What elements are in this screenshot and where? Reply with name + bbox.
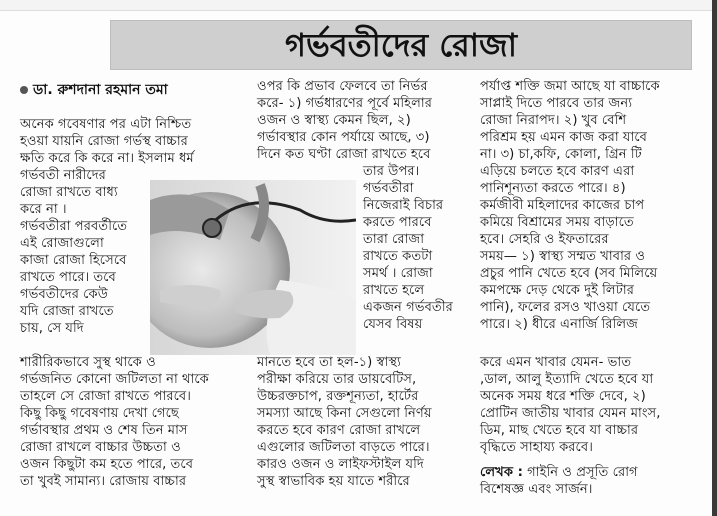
col1-line: শারীরিকভাবে সুস্থ থাকে ও [20, 355, 156, 370]
col1-line: চায়, সে যদি [20, 321, 84, 336]
col2-narrow-line: তার উপর। [363, 164, 420, 179]
col1-line: করে না । [20, 202, 67, 217]
col2-line: সমস্যা আছে কিনা সেগুলো নির্ণয় [257, 406, 432, 421]
col1-line: গর্ভাবস্থার প্রথম ও শেষ তিন মাস [20, 423, 188, 438]
col3-line: পর্যাপ্ত শক্তি জমা আছে যা বাচ্চাকে [480, 79, 660, 94]
col3-line: কমিয়ে বিশ্রামের সময় বাড়াতে [480, 215, 634, 230]
col2-narrow-line: তারা রোজা [363, 232, 425, 247]
col3-line: প্রচুর পানি খেতে হবে (সব মিলিয়ে [480, 266, 658, 281]
col3-line: অনেক সময় ধরে শক্তি দেবে, ২) [480, 389, 646, 404]
col1-line: গর্ভবতীদের কেউ [20, 287, 108, 302]
col1-line: কাজা রোজা হিসেবে [20, 253, 127, 268]
col2-line: করতে হবে কারণ রোজা রাখলে [257, 423, 421, 438]
col2-line: গর্ভাবস্থার কোন পর্যায়ে আছে, ৩) [257, 130, 430, 145]
col1-line: রোজা রাখতে বাধ্য [20, 185, 118, 200]
col2-line: সুস্থ স্বাভাবিক হয় যাতে শরীরে [257, 474, 410, 489]
previous-article-strip [0, 0, 717, 11]
author-label: লেখক : [480, 465, 523, 480]
bullet-icon [20, 86, 28, 94]
col3-line: না। ৩) চা,কফি, কোলা, গ্রিন টি [480, 147, 642, 162]
col1-line: তা খুবই সামান্য। রোজায় বাচ্চার [20, 474, 187, 489]
col2-narrow-line: যেসব বিষয় [363, 317, 423, 332]
col2-line: পরীক্ষা করিয়ে তার ডায়বেটিস, [257, 372, 417, 387]
col3-line: রোজা নিরাপদ। ২) খুব বেশি [480, 113, 627, 128]
col1-line: রাখতে পারে। তবে [20, 270, 116, 285]
col3-line: পানিশূন্যতা করতে পারে। ৪) [480, 181, 626, 196]
col3-line: ,ডাল, আলু ইত্যাদি খেতে হবে যা [480, 372, 654, 387]
col3-line: পারে। ২) ধীরে এনার্জি রিলিজ [480, 317, 638, 332]
col2-line: দিনে কত ঘণ্টা রোজা রাখতে হবে [257, 147, 431, 162]
col1-line: ক্ষতি করে কি করে না। ইসলাম ধর্ম [20, 151, 194, 166]
col2-line: কারও ওজন ও লাইফস্টাইল যদি [257, 457, 424, 472]
col1-line: অনেক গবেষণার পর এটা নিশ্চিত [20, 117, 192, 132]
col3-line: ডিম, মাছ খেতে হবে যা বাচ্চার [480, 423, 639, 438]
col3-line: কর্মজীবী মহিলাদের কাজের চাপ [480, 198, 645, 213]
col3-line: এড়িয়ে চলতে হবে কারণ এরা [480, 164, 635, 179]
col2-line: ওজন ও স্বাস্থ্য কেমন ছিল, ২) [257, 113, 411, 128]
col1-line: গর্ভবতীরা পরবর্তীতে [20, 219, 128, 234]
col2-line: এগুলোর জটিলতা বাড়তে পারে। [257, 440, 430, 455]
col2-narrow-line: রাখতে হলে [363, 283, 425, 298]
col1-line: গর্ভজনিত কোনো জটিলতা না থাকে [20, 372, 209, 387]
col1-line: হওয়া যায়নি রোজা গর্ভস্থ বাচ্চার [20, 134, 188, 149]
col3-line: পানি), ফলের রসও খাওয়া যেতে [480, 300, 651, 315]
col2-narrow-line: রাখতে কতটা [363, 249, 433, 264]
photo-illustration [150, 180, 356, 355]
col3-line: সাপ্লাই দিতে পারবে তার জন্য [480, 96, 633, 111]
article-headline: গর্ভবতীদের রোজা [285, 26, 517, 64]
col2-line: ওপর কি প্রভাব ফেলবে তা নির্ভর [257, 79, 428, 94]
col2-line: মানতে হবে তা হল-১) স্বাস্থ্য [257, 355, 401, 370]
author-specialty: গাইনি ও প্রসূতি রোগ [522, 465, 638, 480]
col2-narrow-line: একজন গর্ভবতীর [363, 300, 453, 315]
col3-line: করে এমন খাবার যেমন- ভাত [480, 355, 632, 370]
col1-line: রোজা রাখলে বাচ্চার উচ্চতা ও [20, 440, 181, 455]
col1-line: যদি রোজা রাখতে [20, 304, 114, 319]
byline-text: ডা. রুশদানা রহমান তমা [33, 82, 168, 98]
col2-narrow-line: সমর্থ । রোজা [363, 266, 433, 281]
col3-line: পরিশ্রম হয় এমন কাজ করা যাবে [480, 130, 647, 145]
col2-narrow-line: গর্ভবতীরা [363, 181, 414, 196]
pregnant-woman-stethoscope-photo [150, 180, 356, 355]
col3-line: হবে। সেহরি ও ইফতারের [480, 232, 609, 247]
col1-line: ওজন কিছুটা কম হতে পারে, তবে [20, 457, 194, 472]
col1-line: তাহলে সে রোজা রাখতে পারবে। [20, 389, 191, 404]
col2-narrow-line: নিজেরাই বিচার [363, 198, 444, 213]
headline-banner [110, 20, 692, 70]
col1-line: এই রোজাগুলো [20, 236, 104, 251]
col3-line: প্রোটিন জাতীয় খাবার যেমন মাংস, [480, 406, 661, 421]
col1-line: কিছু কিছু গবেষণায় দেখা গেছে [20, 406, 179, 421]
col3-line: বৃদ্ধিতে সাহায্য করবে। [480, 440, 593, 455]
col2-narrow-line: করতে পারবে [363, 215, 432, 230]
col3-line: সময়— ১) স্বাস্থ্য সম্মত খাবার ও [480, 249, 646, 264]
author-credit-line2: বিশেষজ্ঞ এবং সার্জন। [480, 482, 593, 497]
col3-line: কমপক্ষে দেড় থেকে দুই লিটার [480, 283, 635, 298]
col1-line: গর্ভবতী নারীদের [20, 168, 106, 183]
author-byline [20, 78, 168, 102]
page-edge [712, 0, 717, 516]
col2-line: উচ্চরক্তচাপ, রক্তশূন্যতা, হার্টের [257, 389, 419, 404]
col2-line: করে- ১) গর্ভধারণের পূর্বে মহিলার [257, 96, 432, 111]
author-credit [480, 465, 638, 481]
